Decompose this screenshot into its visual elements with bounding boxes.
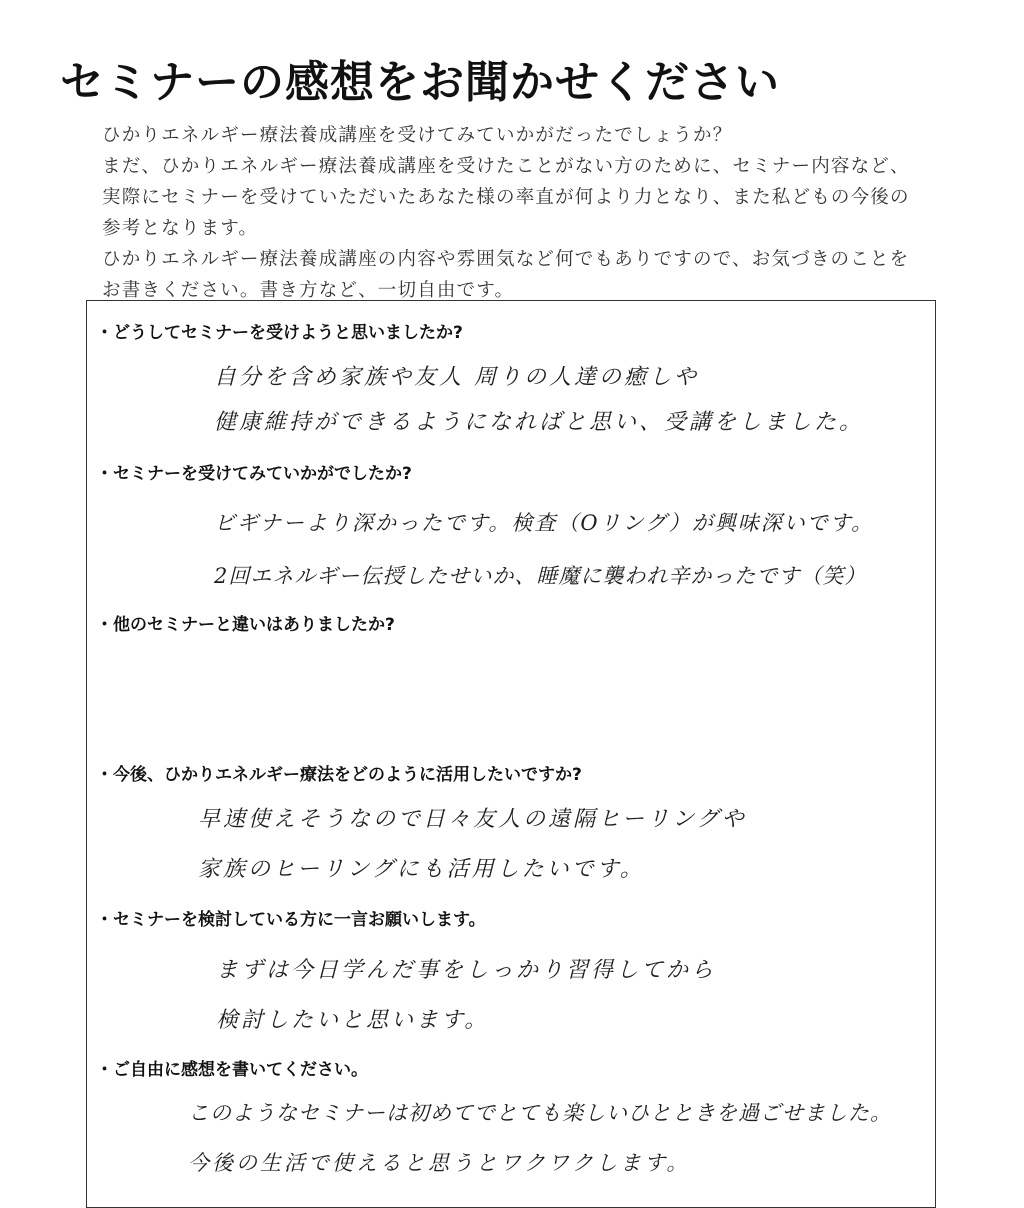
question-5-label: ・セミナーを検討している方に一言お願いします。 xyxy=(96,910,486,930)
intro-paragraph-2: まだ、ひかりエネルギー療法養成講座を受けたことがない方のために、セミナー内容など、実際にセミナーを受けていただいたあなた様の率直が何より力となり、また私どもの今後の参考となります。 xyxy=(102,156,910,239)
answer-4-line-2: 家族のヒーリングにも活用したいです。 xyxy=(198,857,645,882)
answer-1-line-1: 自分を含め家族や友人 周りの人達の癒しや xyxy=(214,365,699,390)
answer-6-line-1: このようなセミナーは初めてでとても楽しいひとときを過ごせました。 xyxy=(188,1101,892,1125)
free-format-note: 書き方など、一切自由です。 xyxy=(259,280,515,301)
intro-paragraph-1: ひかりエネルギー療法養成講座を受けてみていかがだったでしょうか？ xyxy=(102,125,733,146)
intro-paragraph-3-text: ひかりエネルギー療法養成講座の内容や雰囲気など何でもありですので、お気づきのことをお書きください。 xyxy=(102,249,910,301)
answer-2-line-2: 2回エネルギー伝授したせいか、睡魔に襲われ辛かったです（笑） xyxy=(214,564,867,588)
question-6-label: ・ご自由に感想を書いてください。 xyxy=(96,1060,368,1080)
answer-6-line-2: 今後の生活で使えると思うとワクワクします。 xyxy=(188,1151,691,1175)
answer-5-line-1: まずは今日学んだ事をしっかり習得してから xyxy=(216,958,717,983)
intro-text xyxy=(84,120,924,306)
answer-5-line-2: 検討したいと思います。 xyxy=(216,1008,490,1033)
answer-2-line-1: ビギナーより深かったです。検査（Oリング）が興味深いです。 xyxy=(214,511,875,535)
answer-4-line-1: 早速使えそうなので日々友人の遠隔ヒーリングや xyxy=(198,807,747,832)
question-3-label: ・他のセミナーと違いはありましたか? xyxy=(96,615,395,635)
question-4-label: ・今後、ひかりエネルギー療法をどのように活用したいですか? xyxy=(96,765,582,785)
answer-1-line-2: 健康維持ができるようになればと思い、受講をしました。 xyxy=(214,410,865,435)
question-2-label: ・セミナーを受けてみていかがでしたか? xyxy=(96,464,412,484)
intro-paragraph-3 xyxy=(84,244,924,306)
page-title: セミナーの感想をお聞かせください xyxy=(60,57,780,108)
question-1-label: ・どうしてセミナーを受けようと思いましたか? xyxy=(96,323,463,343)
